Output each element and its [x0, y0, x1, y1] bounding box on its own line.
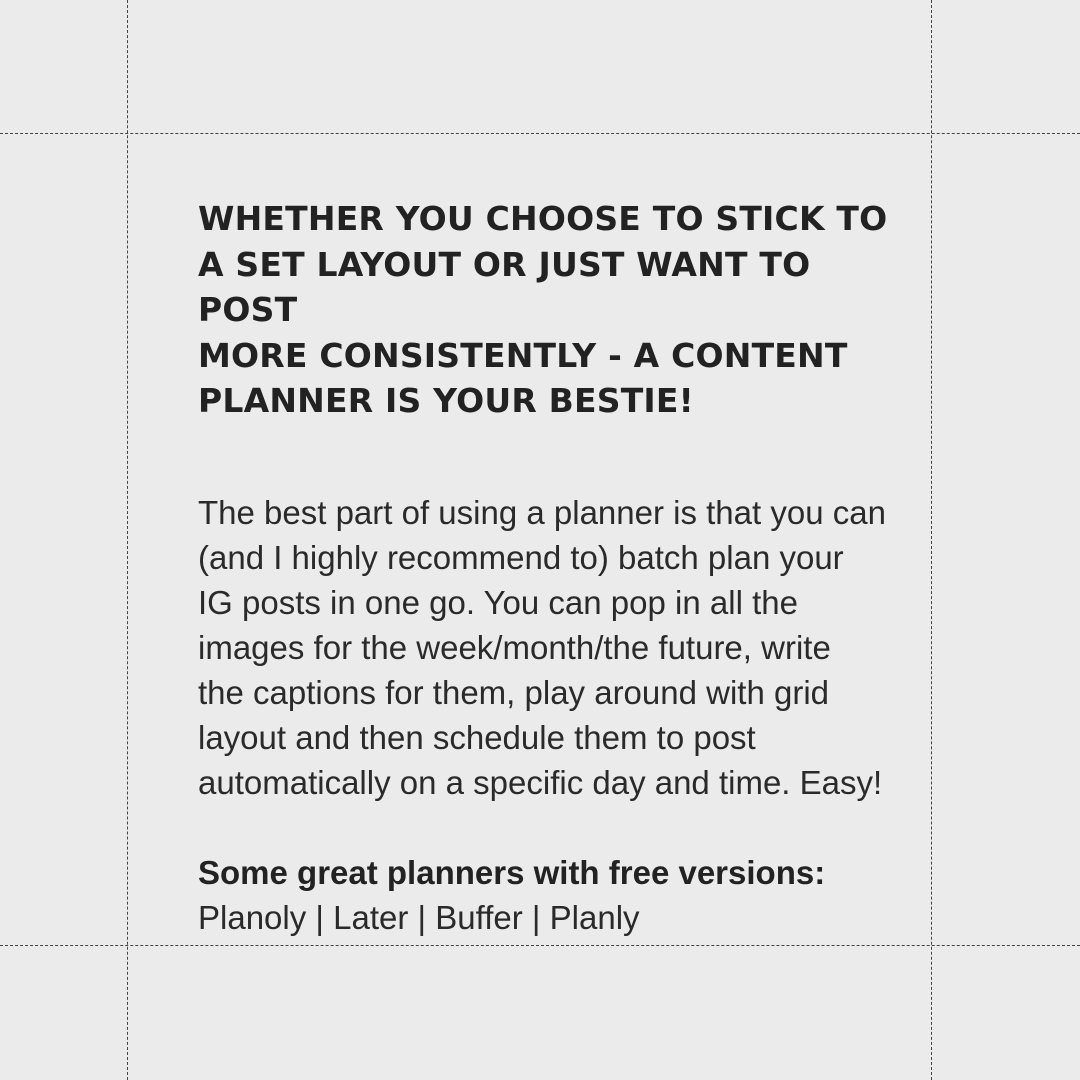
body-line: IG posts in one go. You can pop in all the [198, 583, 798, 621]
heading-line: A SET LAYOUT OR JUST WANT TO POST [198, 244, 811, 329]
content-block [198, 196, 898, 940]
heading-line: WHETHER YOU CHOOSE TO STICK TO [198, 199, 888, 238]
heading [198, 196, 898, 424]
planner-separator: | [408, 898, 436, 936]
guide-line-vertical-right [931, 0, 932, 1080]
heading-line: MORE CONSISTENTLY - A CONTENT [198, 335, 848, 375]
guide-line-horizontal-bottom [0, 945, 1080, 946]
body-line: The best part of using a planner is that you can [198, 493, 886, 531]
body-line: images for the week/month/the future, write [198, 628, 831, 666]
body-line: (and I highly recommend to) batch plan your [198, 538, 844, 576]
planner-item-buffer: Buffer [435, 898, 523, 936]
planner-item-planoly: Planoly [198, 898, 307, 936]
planners-list [198, 895, 898, 940]
body-line: the captions for them, play around with grid [198, 673, 830, 711]
planner-separator: | [522, 898, 550, 936]
guide-line-horizontal-top [0, 133, 1080, 134]
planner-item-later: Later [333, 898, 409, 936]
body-line: automatically on a specific day and time. Easy! [198, 763, 883, 801]
heading-line: PLANNER IS YOUR BESTIE! [198, 381, 694, 420]
planner-separator: | [306, 898, 334, 936]
body-line: layout and then schedule them to post [198, 718, 756, 756]
planners-title: Some great planners with free versions: [198, 853, 826, 891]
guide-line-vertical-left [127, 0, 128, 1080]
body-paragraph [198, 490, 898, 805]
planner-item-planly: Planly [549, 898, 640, 936]
